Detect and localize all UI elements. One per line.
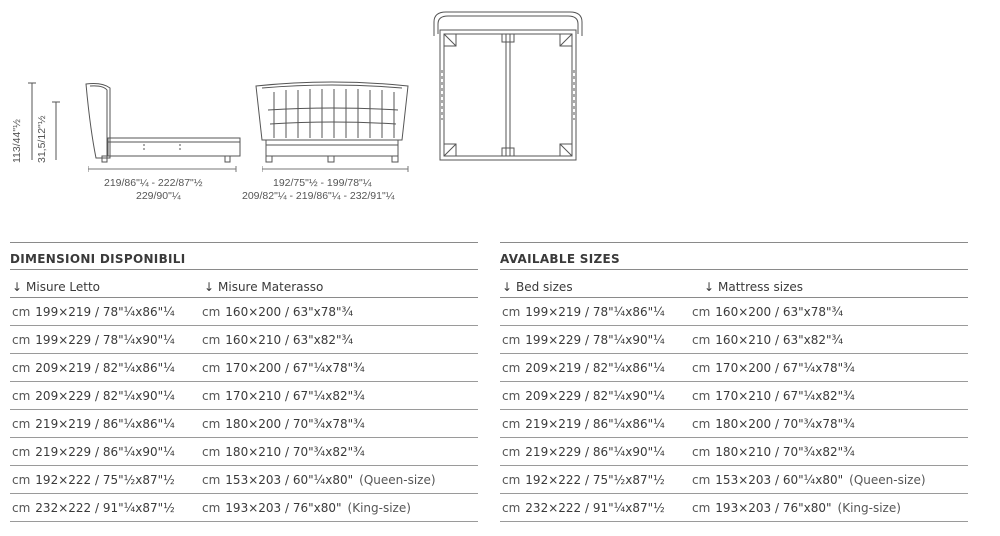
unit-label: cm <box>692 361 711 375</box>
mattress-size-cell <box>692 361 855 375</box>
mattress-size-value: 180×200 / 70"¾x78"¾ <box>715 417 855 431</box>
bed-size-cell <box>12 305 175 319</box>
unit-label: cm <box>12 361 31 375</box>
bed-size-cell <box>502 333 665 347</box>
mattress-size-value: 160×200 / 63"x78"¾ <box>225 305 354 319</box>
mattress-size-value: 160×210 / 63"x82"¾ <box>225 333 354 347</box>
table-row <box>500 494 968 522</box>
bed-size-value: 209×229 / 82"¼x90"¼ <box>525 389 665 403</box>
table-row <box>10 298 478 326</box>
mattress-size-value: 153×203 / 60"¼x80" <box>715 473 844 487</box>
table-row <box>10 382 478 410</box>
mattress-size-cell <box>202 389 365 403</box>
side-length-label-alt: 229/90"¼ <box>136 190 181 202</box>
mattress-size-cell <box>202 361 365 375</box>
size-note: (King-size) <box>837 501 901 515</box>
table-row <box>10 438 478 466</box>
table-row <box>500 354 968 382</box>
size-note: (Queen-size) <box>849 473 926 487</box>
bed-size-cell <box>12 361 175 375</box>
en-sizes-panel <box>500 242 968 524</box>
side-length-dimension-line <box>88 166 238 172</box>
arrow-down-icon: ↓ <box>704 280 715 294</box>
unit-label: cm <box>202 333 221 347</box>
mattress-size-cell <box>202 501 411 515</box>
divider <box>500 521 968 522</box>
bed-size-value: 199×229 / 78"¼x90"¼ <box>525 333 665 347</box>
height-label-base: 31,5/12"½ <box>36 115 48 163</box>
bed-size-value: 232×222 / 91"¼x87"½ <box>35 501 175 515</box>
it-panel-title: DIMENSIONI DISPONIBILI <box>10 252 186 266</box>
mattress-size-value: 160×200 / 63"x78"¾ <box>715 305 844 319</box>
unit-label: cm <box>202 473 221 487</box>
arrow-down-icon: ↓ <box>204 280 215 294</box>
table-row <box>10 466 478 494</box>
unit-label: cm <box>12 305 31 319</box>
unit-label: cm <box>202 417 221 431</box>
unit-label: cm <box>12 473 31 487</box>
bed-size-value: 209×229 / 82"¼x90"¼ <box>35 389 175 403</box>
bed-size-value: 192×222 / 75"½x87"½ <box>35 473 175 487</box>
unit-label: cm <box>202 361 221 375</box>
unit-label: cm <box>502 501 521 515</box>
mattress-size-value: 170×210 / 67"¼x82"¾ <box>225 389 365 403</box>
table-row <box>500 410 968 438</box>
bed-size-value: 199×219 / 78"¼x86"¼ <box>525 305 665 319</box>
bed-size-value: 219×229 / 86"¼x90"¼ <box>525 445 665 459</box>
en-col-bed-header <box>502 280 573 294</box>
mattress-size-value: 193×203 / 76"x80" <box>225 501 342 515</box>
table-row <box>10 410 478 438</box>
size-note: (King-size) <box>347 501 411 515</box>
unit-label: cm <box>692 333 711 347</box>
unit-label: cm <box>12 501 31 515</box>
mattress-size-value: 180×200 / 70"¾x78"¾ <box>225 417 365 431</box>
mattress-size-value: 170×200 / 67"¼x78"¾ <box>715 361 855 375</box>
bed-size-cell <box>502 305 665 319</box>
bed-size-value: 199×229 / 78"¼x90"¼ <box>35 333 175 347</box>
divider <box>500 242 968 243</box>
bed-size-cell <box>12 333 175 347</box>
divider <box>10 242 478 243</box>
mattress-size-cell <box>202 473 436 487</box>
unit-label: cm <box>202 445 221 459</box>
unit-label: cm <box>692 473 711 487</box>
table-row <box>500 466 968 494</box>
mattress-size-value: 180×210 / 70"¾x82"¾ <box>715 445 855 459</box>
mattress-size-cell <box>692 333 843 347</box>
bed-side-view-drawing <box>20 78 245 168</box>
bed-size-cell <box>502 501 665 515</box>
unit-label: cm <box>12 389 31 403</box>
unit-label: cm <box>12 445 31 459</box>
front-width-label: 192/75"½ - 199/78"¼ <box>273 177 372 189</box>
unit-label: cm <box>502 389 521 403</box>
unit-label: cm <box>202 501 221 515</box>
mattress-size-value: 153×203 / 60"¼x80" <box>225 473 354 487</box>
bed-front-view-drawing <box>252 80 412 168</box>
en-panel-title: AVAILABLE SIZES <box>500 252 620 266</box>
unit-label: cm <box>502 417 521 431</box>
table-row <box>10 494 478 522</box>
mattress-size-cell <box>692 389 855 403</box>
unit-label: cm <box>502 333 521 347</box>
table-row <box>500 298 968 326</box>
unit-label: cm <box>692 445 711 459</box>
bed-size-cell <box>502 473 665 487</box>
unit-label: cm <box>12 417 31 431</box>
bed-size-value: 199×219 / 78"¼x86"¼ <box>35 305 175 319</box>
unit-label: cm <box>202 389 221 403</box>
unit-label: cm <box>202 305 221 319</box>
table-row <box>500 326 968 354</box>
unit-label: cm <box>692 305 711 319</box>
mattress-size-value: 160×210 / 63"x82"¾ <box>715 333 844 347</box>
side-length-label: 219/86"¼ - 222/87"½ <box>104 177 203 189</box>
bed-size-value: 219×219 / 86"¼x86"¼ <box>35 417 175 431</box>
it-col-bed-header <box>12 280 100 294</box>
size-note: (Queen-size) <box>359 473 436 487</box>
front-width-label-alt: 209/82"¼ - 219/86"¼ - 232/91"¼ <box>242 190 395 202</box>
height-label-total: 113/44"½ <box>11 119 23 163</box>
mattress-size-cell <box>692 417 855 431</box>
bed-size-value: 219×229 / 86"¼x90"¼ <box>35 445 175 459</box>
bed-size-cell <box>12 501 175 515</box>
bed-size-cell <box>12 473 175 487</box>
unit-label: cm <box>692 417 711 431</box>
mattress-size-value: 180×210 / 70"¾x82"¾ <box>225 445 365 459</box>
mattress-size-cell <box>202 333 353 347</box>
mattress-size-value: 193×203 / 76"x80" <box>715 501 832 515</box>
bed-top-view-drawing <box>428 10 588 165</box>
bed-size-cell <box>502 445 665 459</box>
unit-label: cm <box>502 305 521 319</box>
bed-size-value: 209×219 / 82"¼x86"¼ <box>35 361 175 375</box>
mattress-size-cell <box>202 417 365 431</box>
unit-label: cm <box>502 445 521 459</box>
bed-size-cell <box>502 417 665 431</box>
it-col-mattress-header <box>204 280 323 294</box>
unit-label: cm <box>692 501 711 515</box>
mattress-size-cell <box>692 445 855 459</box>
unit-label: cm <box>502 473 521 487</box>
arrow-down-icon: ↓ <box>12 280 23 294</box>
col-header-label: Misure Letto <box>26 280 101 294</box>
unit-label: cm <box>12 333 31 347</box>
bed-size-cell <box>502 361 665 375</box>
mattress-size-cell <box>692 501 901 515</box>
bed-size-cell <box>12 445 175 459</box>
bed-size-cell <box>12 417 175 431</box>
mattress-size-value: 170×210 / 67"¼x82"¾ <box>715 389 855 403</box>
mattress-size-value: 170×200 / 67"¼x78"¾ <box>225 361 365 375</box>
unit-label: cm <box>502 361 521 375</box>
mattress-size-cell <box>202 305 353 319</box>
front-width-dimension-line <box>262 166 410 172</box>
bed-size-value: 219×219 / 86"¼x86"¼ <box>525 417 665 431</box>
mattress-size-cell <box>202 445 365 459</box>
col-header-label: Mattress sizes <box>718 280 804 294</box>
it-sizes-panel <box>10 242 478 524</box>
col-header-label: Misure Materasso <box>218 280 324 294</box>
unit-label: cm <box>692 389 711 403</box>
arrow-down-icon: ↓ <box>502 280 513 294</box>
col-header-label: Bed sizes <box>516 280 573 294</box>
mattress-size-cell <box>692 305 843 319</box>
bed-size-cell <box>502 389 665 403</box>
bed-size-value: 232×222 / 91"¼x87"½ <box>525 501 665 515</box>
divider <box>500 269 968 270</box>
bed-size-value: 192×222 / 75"½x87"½ <box>525 473 665 487</box>
en-col-mattress-header <box>704 280 803 294</box>
divider <box>10 269 478 270</box>
mattress-size-cell <box>692 473 926 487</box>
bed-size-value: 209×219 / 82"¼x86"¼ <box>525 361 665 375</box>
table-row <box>500 438 968 466</box>
table-row <box>10 326 478 354</box>
table-row <box>500 382 968 410</box>
divider <box>10 521 478 522</box>
table-row <box>10 354 478 382</box>
bed-size-cell <box>12 389 175 403</box>
